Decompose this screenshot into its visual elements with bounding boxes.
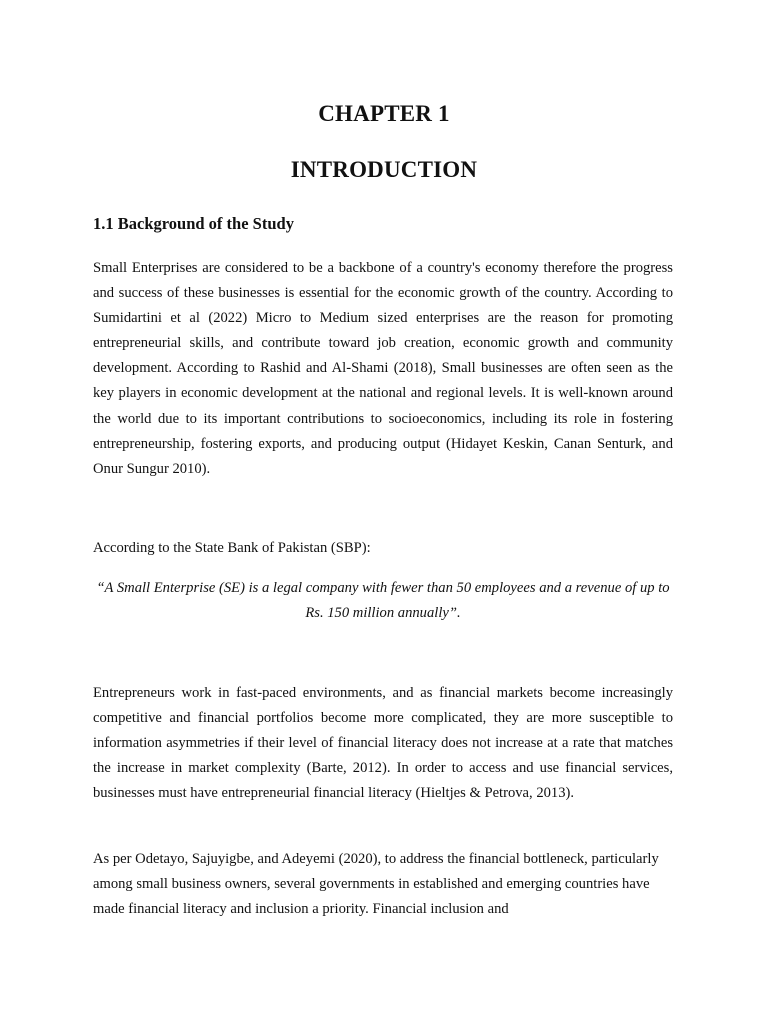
paragraph-sbp-intro: According to the State Bank of Pakistan (SBP): [93, 540, 371, 556]
intro-title: INTRODUCTION [290, 157, 478, 182]
chapter-title: CHAPTER 1 [318, 101, 450, 126]
paragraph-background: Small Enterprises are considered to be a backbone of a country's economy therefore the progress and success of these businesses is essential for the economic growth of the country. According to Sumidartini et al (2022) Micro to Medium sized enterprises are the reason for promoting entrepreneurial skills, and contribute toward job creation, economic growth and community development. According to Rashid and Al-Shami (2018), Small businesses are often seen as the key players in economic development at the national and regional levels. It is well-known around the world due to its important contributions to socioeconomics, including its role in fostering entrepreneurship, fostering exports, and producing output (Hidayet Keskin, Canan Senturk, and Onur Sungur 2010). [93, 260, 673, 477]
sbp-definition-quote: “A Small Enterprise (SE) is a legal company with fewer than 50 employees and a revenue of up to Rs. 150 million annually”. [96, 580, 670, 622]
paragraph-financial-literacy: Entrepreneurs work in fast-paced environments, and as financial markets become increasingly competitive and financial portfolios become more complicated, they are more susceptible to information asymmetries if their level of financial literacy does not increase at a rate that matches the increase in market complexity (Barte, 2012). In order to access and use financial services, businesses must have entrepreneurial financial literacy (Hieltjes & Petrova, 2013). [93, 685, 673, 802]
paragraph-financial-inclusion: As per Odetayo, Sajuyigbe, and Adeyemi (2020), to address the financial bottleneck, particularly among small business owners, several governments in established and emerging countries have made financial literacy and inclusion a priority. Financial inclusion and [93, 851, 659, 918]
section-heading: 1.1 Background of the Study [93, 214, 294, 233]
